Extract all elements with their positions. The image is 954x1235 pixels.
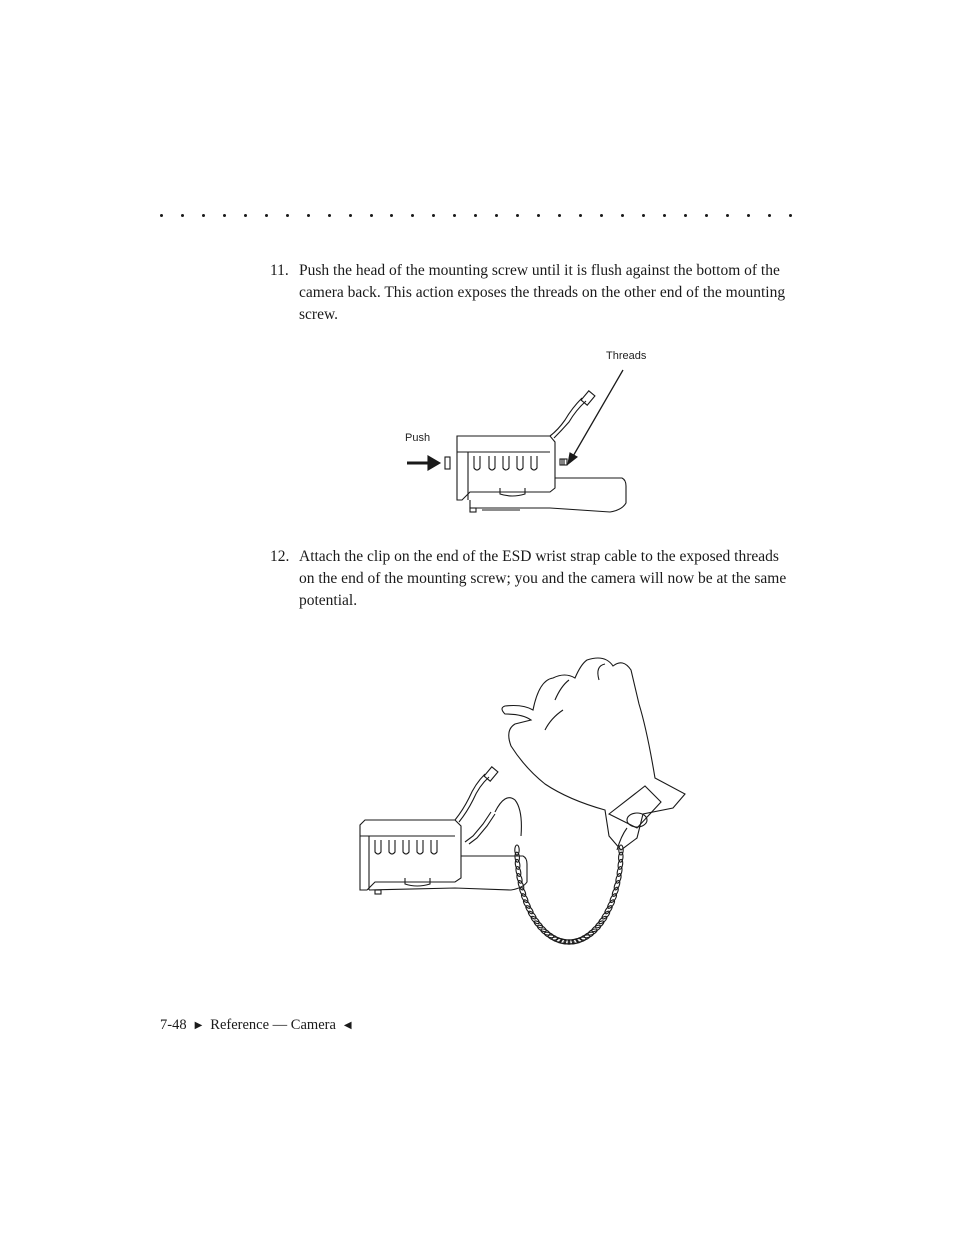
coil-loop <box>530 915 540 925</box>
rule-dot <box>223 214 226 217</box>
rule-dot <box>768 214 771 217</box>
step-11 <box>270 260 790 326</box>
rule-dot <box>642 214 645 217</box>
step-number: 12. <box>270 548 290 565</box>
triangle-right-icon: ▶ <box>194 1020 203 1031</box>
triangle-left-icon: ◀ <box>343 1020 352 1031</box>
rule-dot <box>474 214 477 217</box>
step-text: Push the head of the mounting screw until it is flush against the bottom of the camera back. This action exposes the threads on the other end of the mounting screw. <box>299 262 786 323</box>
rule-dot <box>160 214 163 217</box>
rule-dot <box>600 214 603 217</box>
threads-label: Threads <box>606 350 647 362</box>
rule-dot <box>705 214 708 217</box>
section-title: Reference — Camera <box>210 1017 336 1033</box>
rule-dot <box>579 214 582 217</box>
rule-dot <box>411 214 414 217</box>
push-label: Push <box>405 432 431 444</box>
rule-dot <box>726 214 729 217</box>
rule-dot <box>390 214 393 217</box>
step-12 <box>270 546 790 612</box>
rule-dot <box>370 214 373 217</box>
rule-dot <box>789 214 792 217</box>
rule-dot <box>558 214 561 217</box>
page-number: 7-48 <box>160 1017 187 1033</box>
coil-loop <box>533 920 544 929</box>
page-footer <box>160 1017 352 1034</box>
rule-dot <box>537 214 540 217</box>
rule-dot <box>516 214 519 217</box>
rule-dot <box>286 214 289 217</box>
coil-loop <box>594 920 605 929</box>
camera-mounting-screw-illustration <box>400 360 640 520</box>
rule-dot <box>244 214 247 217</box>
rule-dot <box>202 214 205 217</box>
coil-loop <box>598 915 608 925</box>
rule-dot <box>307 214 310 217</box>
rule-dot <box>265 214 268 217</box>
rule-dot <box>328 214 331 217</box>
rule-dot <box>621 214 624 217</box>
rule-dot <box>453 214 456 217</box>
step-text: Attach the clip on the end of the ESD wrist strap cable to the exposed threads on the end of the mounting screw; you and the camera will now be at the same potential. <box>299 548 787 609</box>
rule-dot <box>747 214 750 217</box>
rule-dot <box>684 214 687 217</box>
coil-loop <box>527 910 537 920</box>
rule-dot <box>663 214 666 217</box>
step-number: 11. <box>270 262 289 279</box>
rule-dot <box>495 214 498 217</box>
rule-dot <box>349 214 352 217</box>
wrist-strap-illustration <box>355 660 695 960</box>
dotted-rule <box>160 209 792 221</box>
rule-dot <box>181 214 184 217</box>
rule-dot <box>432 214 435 217</box>
